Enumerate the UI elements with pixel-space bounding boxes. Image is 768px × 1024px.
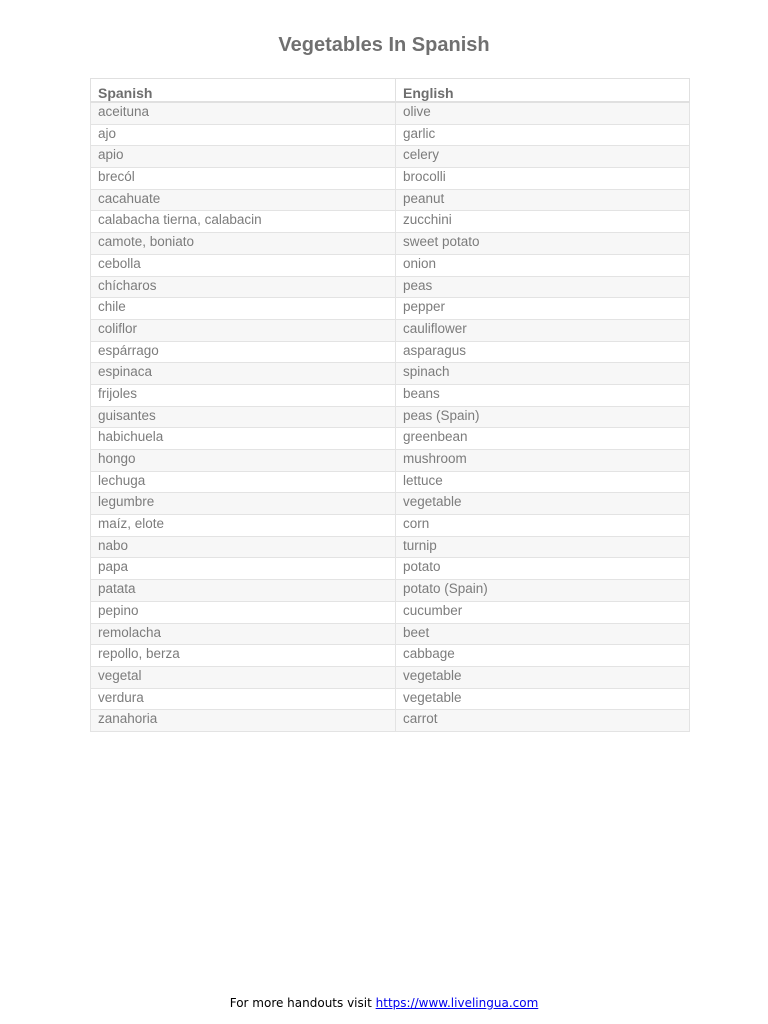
table-row bbox=[91, 645, 690, 667]
cell-english: potato bbox=[396, 558, 690, 580]
cell-spanish: remolacha bbox=[91, 623, 396, 645]
cell-spanish: habichuela bbox=[91, 428, 396, 450]
cell-spanish: hongo bbox=[91, 450, 396, 472]
cell-english: brocolli bbox=[396, 168, 690, 190]
cell-english: asparagus bbox=[396, 341, 690, 363]
cell-spanish: guisantes bbox=[91, 406, 396, 428]
column-header-english: English bbox=[396, 79, 690, 103]
cell-spanish: espárrago bbox=[91, 341, 396, 363]
table-row bbox=[91, 666, 690, 688]
cell-english: olive bbox=[396, 102, 690, 124]
cell-spanish: coliflor bbox=[91, 319, 396, 341]
table-row bbox=[91, 189, 690, 211]
cell-english: pepper bbox=[396, 298, 690, 320]
table-row bbox=[91, 276, 690, 298]
cell-english: turnip bbox=[396, 536, 690, 558]
cell-english: sweet potato bbox=[396, 233, 690, 255]
cell-english: beans bbox=[396, 384, 690, 406]
cell-english: garlic bbox=[396, 124, 690, 146]
cell-english: peas (Spain) bbox=[396, 406, 690, 428]
table-row bbox=[91, 580, 690, 602]
cell-english: cauliflower bbox=[396, 319, 690, 341]
cell-spanish: camote, boniato bbox=[91, 233, 396, 255]
cell-english: lettuce bbox=[396, 471, 690, 493]
cell-english: vegetable bbox=[396, 666, 690, 688]
table-row bbox=[91, 450, 690, 472]
cell-spanish: pepino bbox=[91, 601, 396, 623]
table-row bbox=[91, 233, 690, 255]
footer bbox=[0, 996, 768, 1010]
cell-english: peanut bbox=[396, 189, 690, 211]
table-row bbox=[91, 406, 690, 428]
table-row bbox=[91, 493, 690, 515]
cell-spanish: legumbre bbox=[91, 493, 396, 515]
cell-english: cucumber bbox=[396, 601, 690, 623]
cell-english: vegetable bbox=[396, 493, 690, 515]
page-title: Vegetables In Spanish bbox=[278, 34, 490, 56]
cell-english: beet bbox=[396, 623, 690, 645]
cell-spanish: cacahuate bbox=[91, 189, 396, 211]
cell-english: vegetable bbox=[396, 688, 690, 710]
cell-spanish: repollo, berza bbox=[91, 645, 396, 667]
table-row bbox=[91, 211, 690, 233]
table-row bbox=[91, 558, 690, 580]
table-row bbox=[91, 102, 690, 124]
cell-english: onion bbox=[396, 254, 690, 276]
cell-spanish: apio bbox=[91, 146, 396, 168]
cell-spanish: patata bbox=[91, 580, 396, 602]
table-row bbox=[91, 384, 690, 406]
table-row bbox=[91, 536, 690, 558]
table-row bbox=[91, 623, 690, 645]
cell-spanish: aceituna bbox=[91, 102, 396, 124]
cell-english: cabbage bbox=[396, 645, 690, 667]
cell-english: carrot bbox=[396, 710, 690, 732]
cell-english: corn bbox=[396, 515, 690, 537]
table-row bbox=[91, 515, 690, 537]
table-row bbox=[91, 146, 690, 168]
table-header-row bbox=[91, 79, 690, 103]
table-row bbox=[91, 428, 690, 450]
column-header-spanish: Spanish bbox=[91, 79, 396, 103]
cell-english: mushroom bbox=[396, 450, 690, 472]
table-row bbox=[91, 341, 690, 363]
cell-spanish: lechuga bbox=[91, 471, 396, 493]
cell-spanish: vegetal bbox=[91, 666, 396, 688]
cell-english: zucchini bbox=[396, 211, 690, 233]
cell-spanish: chícharos bbox=[91, 276, 396, 298]
table-row bbox=[91, 363, 690, 385]
table-row bbox=[91, 601, 690, 623]
table-row bbox=[91, 254, 690, 276]
footer-link[interactable]: https://www.livelingua.com bbox=[375, 996, 539, 1010]
cell-spanish: papa bbox=[91, 558, 396, 580]
cell-english: celery bbox=[396, 146, 690, 168]
cell-spanish: frijoles bbox=[91, 384, 396, 406]
table-row bbox=[91, 168, 690, 190]
cell-english: potato (Spain) bbox=[396, 580, 690, 602]
table-row bbox=[91, 124, 690, 146]
cell-spanish: verdura bbox=[91, 688, 396, 710]
cell-spanish: calabacha tierna, calabacin bbox=[91, 211, 396, 233]
cell-spanish: cebolla bbox=[91, 254, 396, 276]
table-row bbox=[91, 319, 690, 341]
table-row bbox=[91, 471, 690, 493]
cell-english: spinach bbox=[396, 363, 690, 385]
vocabulary-table bbox=[90, 78, 690, 732]
table-row bbox=[91, 298, 690, 320]
table-body bbox=[91, 102, 690, 731]
table-row bbox=[91, 688, 690, 710]
table-row bbox=[91, 710, 690, 732]
cell-english: greenbean bbox=[396, 428, 690, 450]
cell-spanish: zanahoria bbox=[91, 710, 396, 732]
cell-spanish: maíz, elote bbox=[91, 515, 396, 537]
cell-spanish: espinaca bbox=[91, 363, 396, 385]
footer-text: For more handouts visit bbox=[229, 996, 372, 1010]
cell-spanish: nabo bbox=[91, 536, 396, 558]
cell-english: peas bbox=[396, 276, 690, 298]
cell-spanish: chile bbox=[91, 298, 396, 320]
cell-spanish: ajo bbox=[91, 124, 396, 146]
cell-spanish: brecól bbox=[91, 168, 396, 190]
